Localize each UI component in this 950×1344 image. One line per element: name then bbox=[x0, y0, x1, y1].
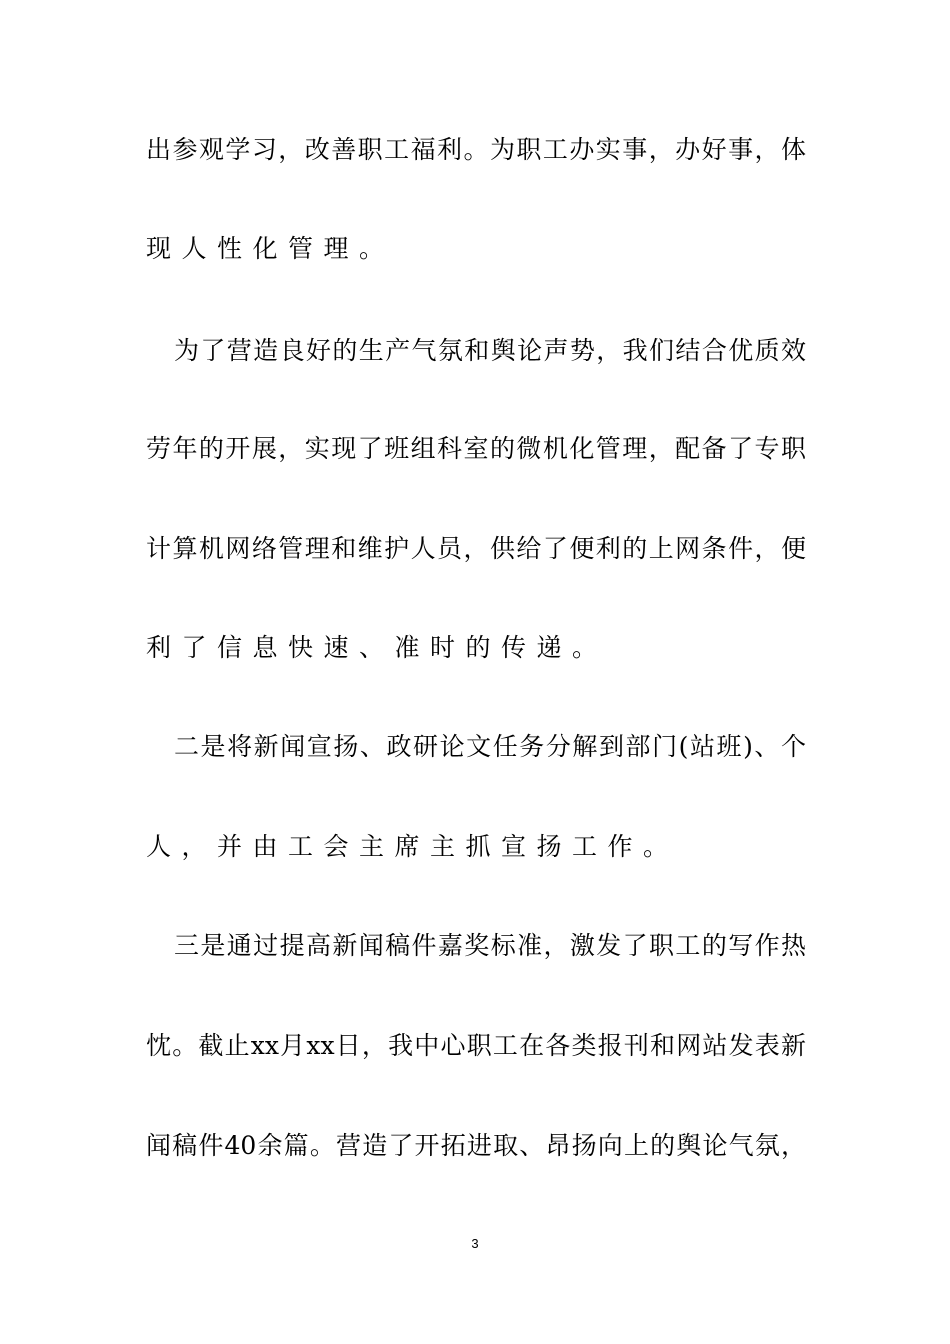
page-number: 3 bbox=[471, 1236, 479, 1251]
text-line: 忱。截止xx月xx日，我中心职工在各类报刊和网站发表新 bbox=[146, 1031, 806, 1060]
text-line: 现人性化管理。 bbox=[146, 234, 395, 263]
text-line: 二是将新闻宣扬、政研论文任务分解到部门(站班)、个 bbox=[174, 732, 806, 761]
text-line: 计算机网络管理和维护人员，供给了便利的上网条件，便 bbox=[146, 534, 806, 563]
text-line: 闻稿件40余篇。营造了开拓进取、昂扬向上的舆论气氛， bbox=[146, 1131, 806, 1160]
text-line: 三是通过提高新闻稿件嘉奖标准，激发了职工的写作热 bbox=[174, 931, 806, 960]
text-line: 为了营造良好的生产气氛和舆论声势，我们结合优质效 bbox=[174, 336, 806, 365]
text-line: 出参观学习，改善职工福利。为职工办实事，办好事，体 bbox=[146, 135, 806, 164]
text-line: 人，并由工会主席主抓宣扬工作。 bbox=[146, 832, 679, 861]
text-line: 劳年的开展，实现了班组科室的微机化管理，配备了专职 bbox=[146, 434, 806, 463]
text-line: 利了信息快速、准时的传递。 bbox=[146, 633, 608, 662]
